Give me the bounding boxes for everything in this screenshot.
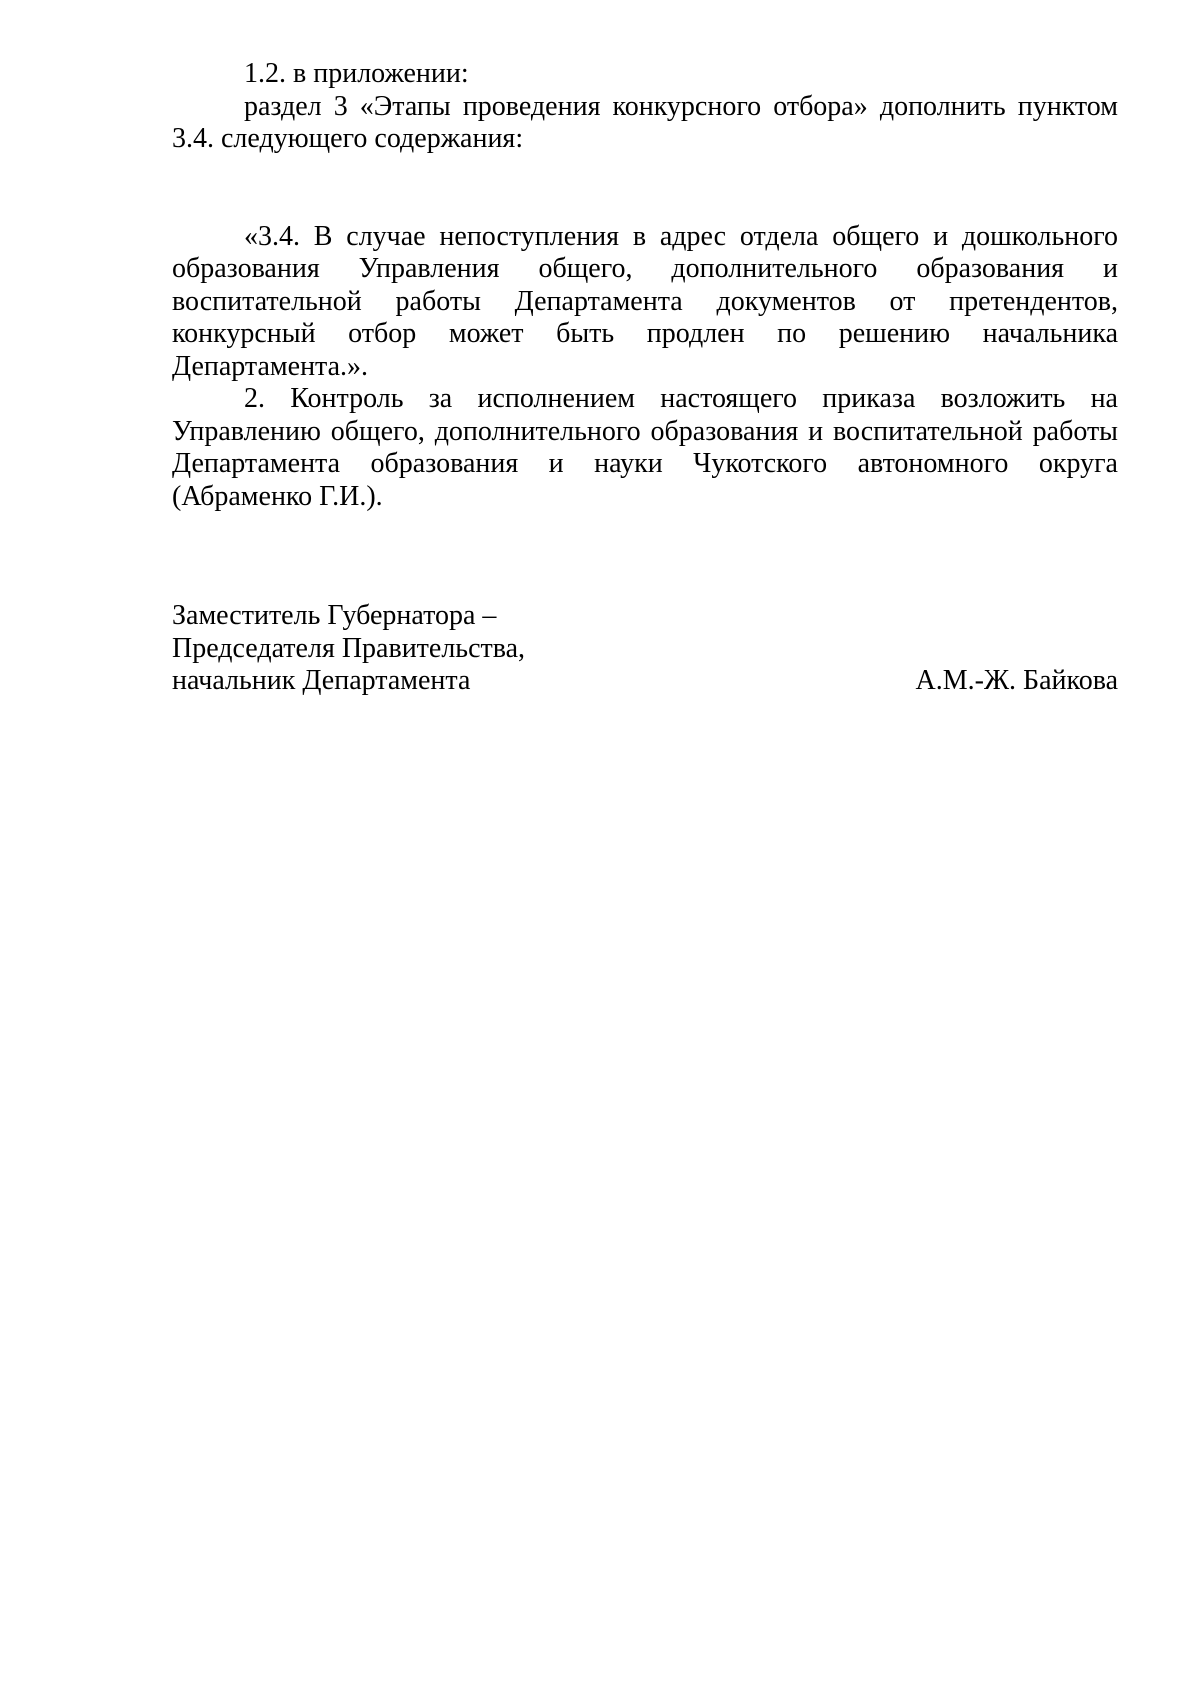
signature-position-line-3: начальник Департамента [172, 665, 471, 696]
paragraph-1-2: 1.2. в приложении: [244, 58, 469, 89]
signature-block [172, 600, 1118, 698]
document-body [172, 58, 1118, 513]
signatory-name: А.М.-Ж. Байкова [915, 665, 1118, 696]
paragraph-spacer [172, 156, 1118, 221]
signature-row [172, 665, 1118, 698]
paragraph-control: 2. Контроль за исполнением настоящего приказа возложить на Управлению общего, дополнительного образования и воспитательной работы Департамента образования и науки Чукотского автономного округа (Абраменко Г.И.). [172, 383, 1118, 512]
signature-position-line-2: Председателя Правительства, [172, 632, 526, 664]
signature-position-line-1: Заместитель Губернатора – [172, 600, 497, 631]
paragraph-section-3-amendment: раздел 3 «Этапы проведения конкурсного отбора» дополнить пунктом 3.4. следующего содержания: [172, 90, 1118, 154]
paragraph-3-4-text: «3.4. В случае непоступления в адрес отдела общего и дошкольного образования Управления общего, дополнительного образования и воспитательной работы Департамента документов от претендентов, конкурсный отбор может быть продлен по решению начальника Департамента.». [172, 220, 1118, 382]
